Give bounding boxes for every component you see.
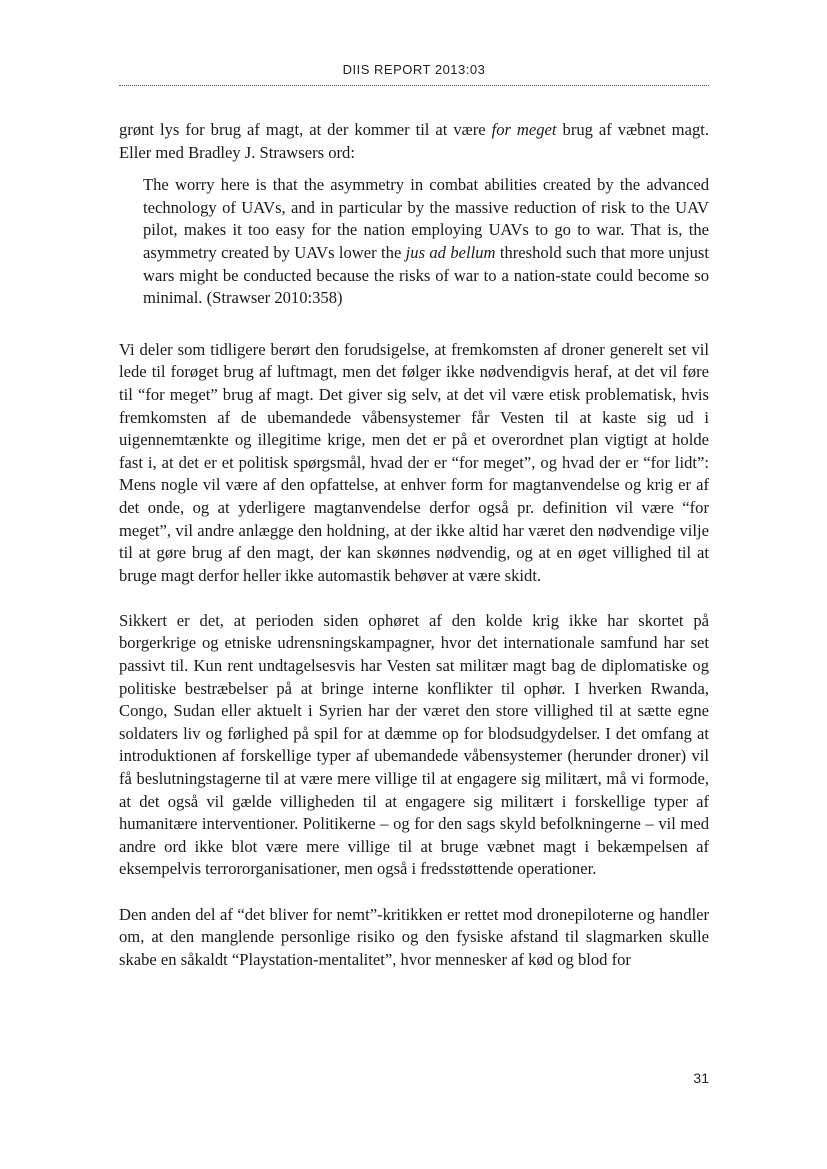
page-number: 31: [693, 1070, 709, 1086]
intro-text-end: brug af væbnet magt. Eller med Bradley J. Strawsers ord:: [119, 120, 710, 162]
intro-emphasis: for meget: [491, 120, 557, 139]
intro-paragraph: [119, 119, 709, 164]
quote-text-end: threshold such that more unjust wars might be conducted because the risks of war to a nation-state could become so minimal. (Strawser 2010:358): [143, 242, 710, 308]
paragraph-2: Sikkert er det, at perioden siden ophøret af den kolde krig ikke har skortet på borgerkrige og etniske udrensningskampagner, hvor det internationale samfund har set passivt til. Kun rent undtagelsesvis har Vesten sat militær magt bag de diplomatiske og politiske bestræbelser på at bringe interne konflikter til ophør. I hverken Rwanda, Congo, Sudan eller aktuelt i Syrien har der været den store villighed til at sætte egne soldaters liv og førlighed på spil for at dæmme op for blodsudgydelser. I det omfang at introduktionen af forskellige typer af ubemandede våbensystemer (herunder droner) vil få beslutningstagerne til at være mere villige til at engagere sig militært, må vi formode, at det også vil gælde villigheden til at engagere sig militært i forskellige typer af humanitære interventioner. Politikerne – og for den sags skyld befolkningerne – vil med andre ord ikke blot være mere villige til at bruge væbnet magt i bekæmpelsen af eksempelvis terrororganisationer, men også i fredsstøttende operationer.: [119, 610, 709, 879]
quote-emphasis: jus ad bellum: [405, 242, 496, 262]
header-divider: [119, 85, 709, 86]
running-header: DIIS REPORT 2013:03: [342, 62, 486, 77]
block-quote: [143, 174, 709, 310]
paragraph-1: Vi deler som tidligere berørt den forudsigelse, at fremkomsten af droner generelt set vil lede til forøget brug af luftmagt, men det følger ikke nødvendigvis heraf, at det vil føre til “for meget” brug af magt. Det giver sig selv, at det vil være etisk problematisk, hvis fremkomsten af de ubemandede våbensystemer får Vesten til at kaste sig ud i uigennemtænkte og illegitime krige, men det er på et overordnet plan vigtigt at holde fast i, at det er et politisk spørgsmål, hvad der er “for meget”, og hvad der er “for lidt”: Mens nogle vil være af den opfattelse, at enhver form for magtanvendelse og krig er af det onde, og at yderligere magtanvendelse derfor også pr. definition vil være “for meget”, vil andre anlægge den holdning, at der ikke altid har været den nødvendige vilje til at gøre brug af den magt, der kan skønnes nødvendig, og at en øget villighed til at bruge magt derfor heller ikke automastik behøver at være skidt.: [119, 339, 709, 585]
intro-text-start: grønt lys for brug af magt, at der kommer til at være: [119, 120, 492, 139]
paragraph-3: Den anden del af “det bliver for nemt”-kritikken er rettet mod dronepiloterne og handler om, at den manglende personlige risiko og den fysiske afstand til slagmarken skulle skabe en såkaldt “Playstation-mentalitet”, hvor mennesker af kød og blod for: [119, 904, 709, 969]
quote-text-start: The worry here is that the asymmetry in combat abilities created by the advanced technology of UAVs, and in particular by the massive reduction of risk to the UAV pilot, makes it too easy for the nation employing UAVs to go to war. That is, the asymmetry created by UAVs lower the: [143, 175, 709, 262]
body-text: [119, 119, 709, 971]
